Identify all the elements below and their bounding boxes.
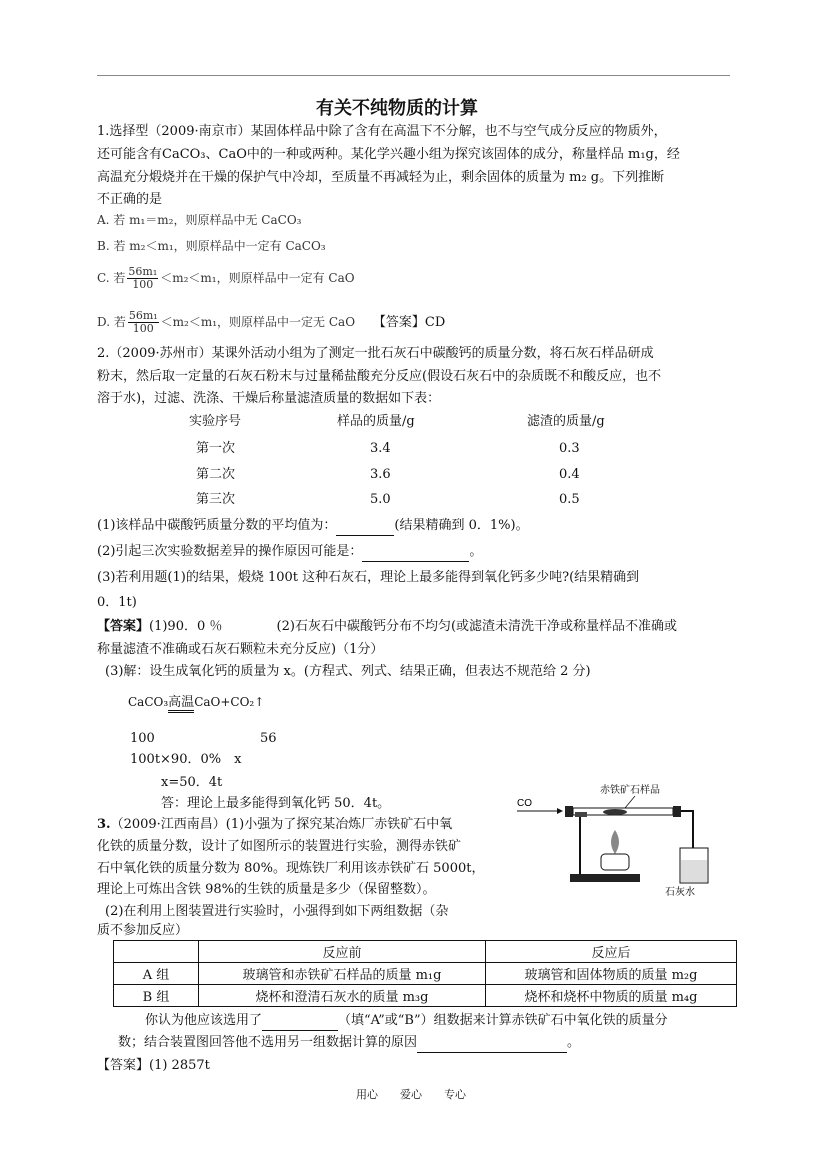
q3-line1-text: （2009·江西南昌）(1)小强为了探究某冶炼厂赤铁矿石中氧: [110, 817, 453, 832]
q2-sub2-blank[interactable]: [362, 542, 469, 562]
equation-reactant: CaCO₃: [128, 695, 169, 709]
q3-part2-end: 。: [567, 1035, 581, 1050]
q1-line3: 高温充分煅烧并在干燥的保护气中冷却，至质量不再减轻为止，剩余固体的质量为 m₂ g。下列推断: [97, 170, 665, 185]
q2-answer-line1: [97, 617, 677, 636]
stand-base: [570, 874, 640, 882]
q3-line4: 理论上可炼出含铁 98%的生铁的质量是多少（保留整数）。: [97, 882, 436, 897]
q2-row3-residue: 0.5: [559, 492, 580, 507]
table-cell: 玻璃管和赤铁矿石样品的质量 m₁g: [199, 963, 486, 985]
molar-mass-cao: 56: [260, 731, 277, 746]
lamp: [601, 854, 629, 870]
q3-line5: (2)在利用上图装置进行实验时，小强得到如下两组数据（杂: [105, 904, 449, 919]
q3-part2-text2: （填“A”或“B”）组数据来计算赤铁矿石中氧化铁的质量分: [338, 1013, 668, 1028]
q3-line1: [97, 815, 452, 834]
q2-sub1-blank[interactable]: [336, 516, 394, 536]
stand-clamp: [575, 812, 587, 817]
q2-row1-sample: 3.4: [370, 441, 391, 456]
table-row: [114, 941, 737, 963]
q2-row2-residue: 0.4: [559, 467, 580, 482]
q2-answer-label: 【答案】: [97, 619, 150, 634]
fraction-denominator: 100: [132, 322, 154, 335]
table-row: [114, 963, 737, 985]
q1-answer: 【答案】CD: [372, 315, 446, 330]
q3-part2-text3: 数；结合装置图回答他不选用另一组数据计算的原因: [118, 1035, 418, 1050]
q2-table-header-seq: 实验序号: [189, 414, 242, 429]
equation-condition: 高温: [168, 695, 194, 713]
q2-row2-sample: 3.6: [370, 467, 391, 482]
q3-part2-line2: [118, 1033, 580, 1053]
table-cell: B 组: [114, 985, 199, 1007]
q1-option-d-suffix: ＜m₂＜m₁，则原样品中一定无 CaO: [160, 315, 356, 329]
q1-option-d-prefix: D. 若: [97, 315, 126, 329]
q2-line2: 粉末，然后取一定量的石灰石粉末与过量稀盐酸充分反应(假设石灰石中的杂质既不和酸反应，也不: [97, 369, 662, 384]
q3-number: 3.: [97, 817, 111, 832]
fraction-denominator: 100: [132, 278, 154, 291]
q2-row1-seq: 第一次: [196, 441, 236, 456]
fraction-numerator: 56m₁: [128, 265, 158, 278]
q2-sub1-text: (1)该样品中碳酸钙质量分数的平均值为：: [97, 518, 337, 533]
q1-option-c-suffix: ＜m₂＜m₁，则原样品中一定有 CaO: [160, 271, 355, 285]
table-cell: A 组: [114, 963, 199, 985]
q1-option-d: [97, 310, 445, 335]
table-header-before: 反应前: [199, 941, 486, 963]
flame: [611, 830, 619, 854]
sample-label: 赤铁矿石样品: [600, 785, 660, 796]
q2-line1: 2.（2009·苏州市）某课外活动小组为了测定一批石灰石中碳酸钙的质量分数，将石灰石样品研成: [97, 346, 654, 361]
q2-table-header-residue: 滤渣的质量/g: [527, 414, 605, 429]
molar-mass-caco3: 100: [130, 731, 155, 746]
q2-sub3-line2: 0．1t): [97, 595, 137, 610]
q3-line3: 石中氧化铁的质量分数为 80%。现炼铁厂利用该赤铁矿石 5000t，: [97, 861, 485, 876]
q1-line1: 1.选择型（2009·南京市）某固体样品中除了含有在高温下不分解，也不与空气成分反应的物质外，: [97, 124, 667, 139]
q2-sub1: [97, 516, 529, 536]
q2-sub1-note: (结果精确到 0．1%)。: [394, 518, 529, 533]
q3-line6: 质不参加反应）: [97, 923, 189, 938]
q3-data-table: [113, 940, 737, 1007]
table-cell: [114, 941, 199, 963]
q2-sub2-text: (2)引起三次实验数据差异的操作原因可能是：: [97, 544, 363, 559]
table-cell: 玻璃管和固体物质的质量 m₂g: [485, 963, 736, 985]
q3-part2-line1: [145, 1011, 668, 1031]
q2-row3-seq: 第三次: [196, 492, 236, 507]
co-arrow-head: [557, 808, 563, 814]
q2-line3: 溶于水)，过滤、洗涤、干燥后称量滤渣质量的数据如下表：: [97, 391, 441, 406]
table-cell: 烧杯和烧杯中物质的质量 m₄g: [485, 985, 736, 1007]
q2-row2-seq: 第二次: [196, 467, 236, 482]
q1-line2: 还可能含有CaCO₃、CaO中的一种或两种。某化学兴趣小组为探究该固体的成分，称量样品 m₁g，经: [97, 147, 680, 162]
q1-option-a: A. 若 m₁＝m₂，则原样品中无 CaCO₃: [97, 213, 302, 227]
q3-line2: 化铁的质量分数，设计了如图所示的装置进行实验，测得赤铁矿: [97, 839, 462, 854]
apparatus-diagram: [515, 778, 730, 898]
limewater-label: 石灰水: [665, 887, 695, 898]
q3-part2-text: 你认为他应该选用了: [145, 1013, 263, 1028]
equation-products: CaO+CO₂↑: [194, 695, 265, 709]
page-footer: 用心 爱心 专心: [356, 1088, 466, 1101]
fraction-numerator: 56m₁: [128, 309, 158, 322]
stopper-left: [565, 806, 573, 817]
q2-sub2: [97, 542, 482, 562]
q1-option-c-fraction: [127, 266, 158, 291]
q1-option-d-fraction: [128, 310, 159, 335]
table-header-after: 反应后: [485, 941, 736, 963]
equation: [128, 693, 264, 712]
q2-answer-2: (2)石灰石中碳酸钙分布不均匀(或滤渣未清洗干净或称量样品不准确或: [276, 619, 678, 634]
q2-answer-3: (3)解：设生成氧化钙的质量为 x。(方程式、列式、结果正确，但表达不规范给 2 分): [105, 664, 591, 679]
q3-answer: 【答案】(1) 2857t: [97, 1058, 210, 1073]
q2-row1-residue: 0.3: [559, 441, 580, 456]
co-label: CO: [517, 798, 532, 809]
ore-sample: [603, 809, 627, 815]
page-title: 有关不纯物质的计算: [316, 98, 478, 119]
q3-reason-blank[interactable]: [417, 1033, 567, 1053]
q1-line4: 不正确的是: [97, 192, 163, 207]
stopper-right: [673, 806, 681, 817]
q2-answer-line2: 称量滤渣不准确或石灰石颗粒未充分反应)（1分）: [97, 642, 384, 657]
calculation-line1: 100t×90．0% x: [130, 752, 242, 767]
q1-option-b: B. 若 m₂＜m₁，则原样品中一定有 CaCO₃: [97, 239, 326, 253]
limewater: [681, 860, 707, 882]
q1-option-c-prefix: C. 若: [97, 271, 126, 285]
q2-sub2-end: 。: [469, 544, 483, 559]
q3-group-blank[interactable]: [262, 1011, 338, 1031]
calculation-line2: x=50．4t: [161, 775, 223, 790]
q2-table-header-sample: 样品的质量/g: [337, 414, 415, 429]
table-cell: 烧杯和澄清石灰水的质量 m₃g: [199, 985, 486, 1007]
q1-option-c: [97, 266, 355, 291]
q2-sub3-line1: (3)若利用题(1)的结果，煅烧 100t 这种石灰石，理论上最多能得到氧化钙多少吨?(结果精确到: [97, 570, 640, 585]
q2-row3-sample: 5.0: [370, 492, 391, 507]
q2-answer-1: (1)90．0 ％: [149, 619, 223, 634]
q2-conclusion: 答：理论上最多能得到氧化钙 50．4t。: [161, 796, 391, 811]
table-row: [114, 985, 737, 1007]
header-rule: [97, 75, 730, 76]
